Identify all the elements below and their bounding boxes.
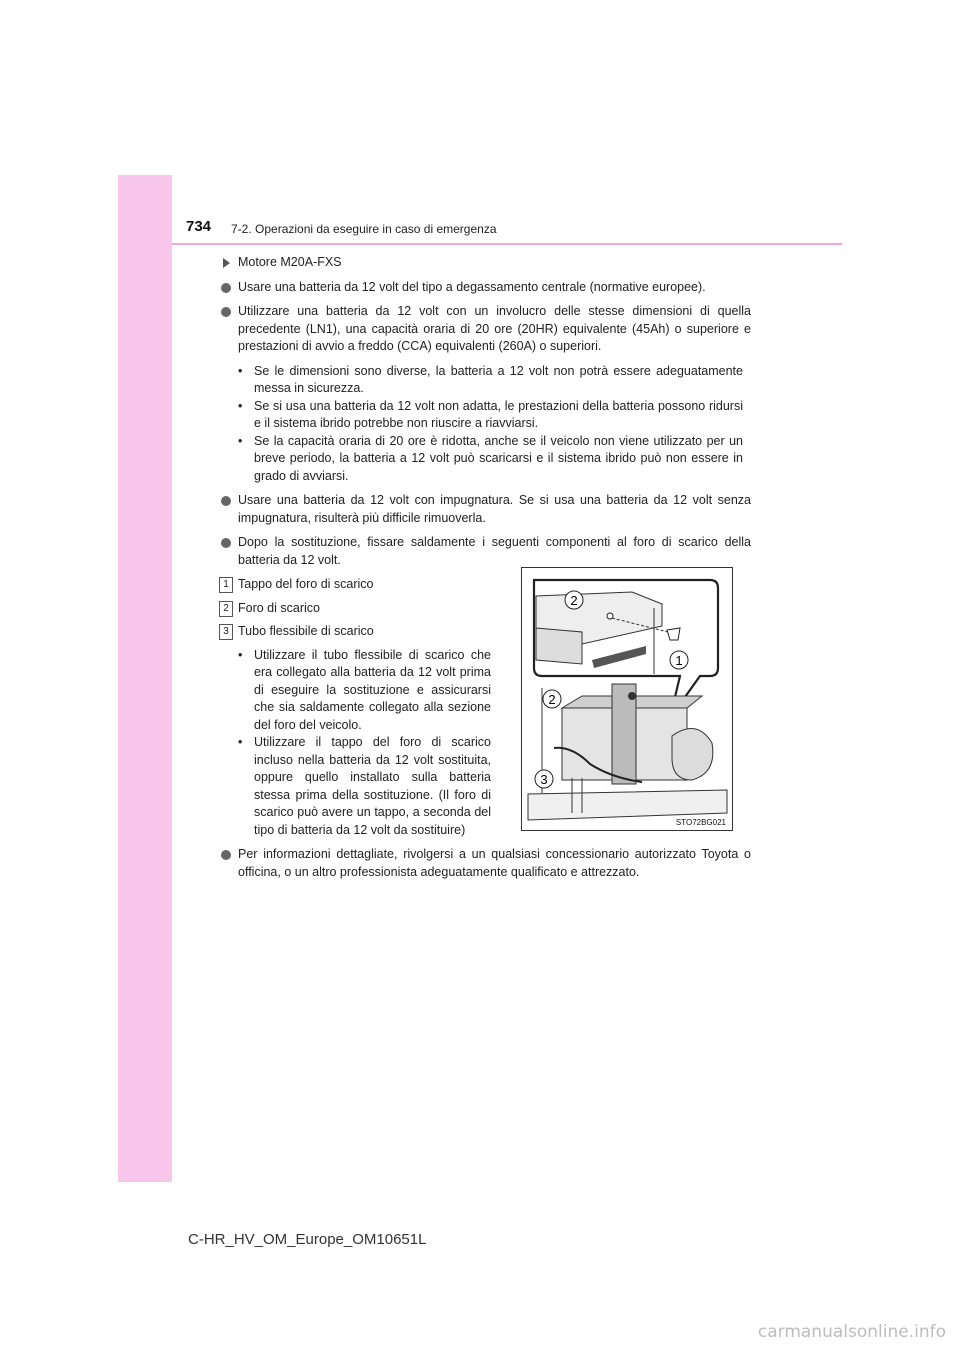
circle-bullet-icon (221, 496, 231, 506)
circle-bullet-icon (221, 538, 231, 548)
sub-note-list (238, 647, 491, 840)
bullet-item (221, 303, 751, 356)
note-item: • Se le dimensioni sono diverse, la batteria a 12 volt non potrà essere adeguatamente messa in sicurezza. (238, 363, 743, 395)
numbered-label: Tappo del foro di scarico (238, 577, 374, 591)
numbered-label: Foro di scarico (238, 600, 320, 615)
sub-note-text: Utilizzare il tappo del foro di scarico incluso nella batteria da 12 volt sostituita, oppure quello installato sulla batteria stessa prima della sostituzione. (Il foro di scarico può avere un tappo, a seconda del tipo di batteria da 12 volt da sostituire) (254, 735, 491, 837)
page-number: 734 (186, 218, 212, 235)
chapter-side-tab (118, 175, 172, 1182)
drain-cap (667, 628, 680, 640)
note-list (238, 363, 743, 486)
sub-note-item: • Utilizzare il tappo del foro di scarico incluso nella batteria da 12 volt sostituita, oppure quello installato sulla batteria stessa prima della sostituzione. (Il foro di scarico può avere un tappo, a seconda del tipo di batteria da 12 volt da sostituire) (238, 735, 491, 837)
sub-note-item: • Utilizzare il tubo flessibile di scarico che era collegato alla batteria da 12 volt prima di eseguire la sostituzione e assicurarsi che sia saldamente collegato alla sezione del foro del veicolo. (238, 647, 491, 732)
bullet-text: Usare una batteria da 12 volt del tipo a degassamento centrale (normative europee). (238, 279, 706, 294)
numbered-label: Tubo flessibile di scarico (238, 624, 374, 638)
sub-note-text: Utilizzare il tubo flessibile di scarico che era collegato alla batteria da 12 volt prima di eseguire la sostituzione e assicurarsi che sia saldamente collegato alla sezione del foro del veicolo. (254, 647, 491, 732)
number-badge: 2 (219, 601, 233, 617)
number-badge: 1 (219, 577, 233, 593)
note-text: Se si usa una batteria da 12 volt non adatta, le prestazioni della batteria possono ridursi e il sistema ibrido potrebbe non riuscire a riavviarsi. (254, 398, 743, 430)
illustration-drawing (522, 568, 732, 830)
clamp-bolt (628, 692, 636, 700)
circle-bullet-icon (221, 850, 231, 860)
circle-bullet-icon (221, 307, 231, 317)
watermark: carmanualsonline.info (757, 1322, 946, 1342)
callout-number: 1 (675, 653, 683, 668)
numbered-item (221, 623, 499, 641)
note-text: Se la capacità oraria di 20 ore è ridotta, anche se il veicolo non viene utilizzato per un breve periodo, la batteria a 12 volt può scaricarsi e il sistema ibrido può non essere in grado di avviarsi. (254, 433, 743, 483)
header-divider (172, 243, 842, 245)
engine-heading-text: Motore M20A-FXS (238, 255, 342, 269)
section-title: 7-2. Operazioni da eseguire in caso di emergenza (231, 222, 497, 236)
bullet-text: Utilizzare una batteria da 12 volt con un involucro delle stesse dimensioni di quella precedente (LN1), una capacità oraria di 20 ore (20HR) equivalente (45Ah) o superiore e prestazioni di avvio a freddo (CCA) equivalenti (260A) o superiori. (238, 304, 751, 353)
bullet-text: Usare una batteria da 12 volt con impugnatura. Se si usa una batteria da 12 volt senza impugnatura, risulterà più difficile rimuoverla. (238, 493, 751, 525)
numbered-list (221, 576, 499, 839)
callout-number: 3 (540, 772, 548, 787)
engine-heading (221, 254, 751, 272)
numbered-item (221, 576, 499, 594)
circle-bullet-icon (221, 283, 231, 293)
bullet-text: Per informazioni dettagliate, rivolgersi a un qualsiasi concessionario autorizzato Toyota o officina, o un altro professionista adeguatamente qualificato e attrezzato. (238, 847, 751, 879)
bullet-text: Dopo la sostituzione, fissare saldamente i seguenti componenti al foro di scarico della batteria da 12 volt. (238, 535, 751, 567)
number-badge: 3 (219, 624, 233, 640)
callout-number: 2 (548, 692, 556, 707)
numbered-item (221, 600, 499, 618)
battery-side (536, 628, 582, 664)
front-panel (528, 790, 727, 820)
callout-number: 2 (570, 593, 578, 608)
bullet-item (221, 492, 751, 527)
bullet-item (221, 846, 751, 881)
bullet-item (221, 279, 751, 297)
engine-part (672, 728, 713, 780)
note-item: • Se si usa una batteria da 12 volt non adatta, le prestazioni della batteria possono ridursi e il sistema ibrido potrebbe non riuscire a riavviarsi. (238, 398, 743, 430)
footer-doc-code: C-HR_HV_OM_Europe_OM10651L (188, 1231, 427, 1248)
battery-drain-illustration (521, 567, 733, 831)
note-text: Se le dimensioni sono diverse, la batteria a 12 volt non potrà essere adeguatamente messa in sicurezza. (254, 363, 743, 395)
note-item: • Se la capacità oraria di 20 ore è ridotta, anche se il veicolo non viene utilizzato per un breve periodo, la batteria a 12 volt può scaricarsi e il sistema ibrido può non essere in grado di avviarsi. (238, 433, 743, 483)
final-bullet-block (221, 846, 751, 888)
figure-code: STO72BG021 (675, 818, 726, 827)
triangle-bullet-icon (223, 258, 230, 268)
bullet-item (221, 534, 751, 569)
